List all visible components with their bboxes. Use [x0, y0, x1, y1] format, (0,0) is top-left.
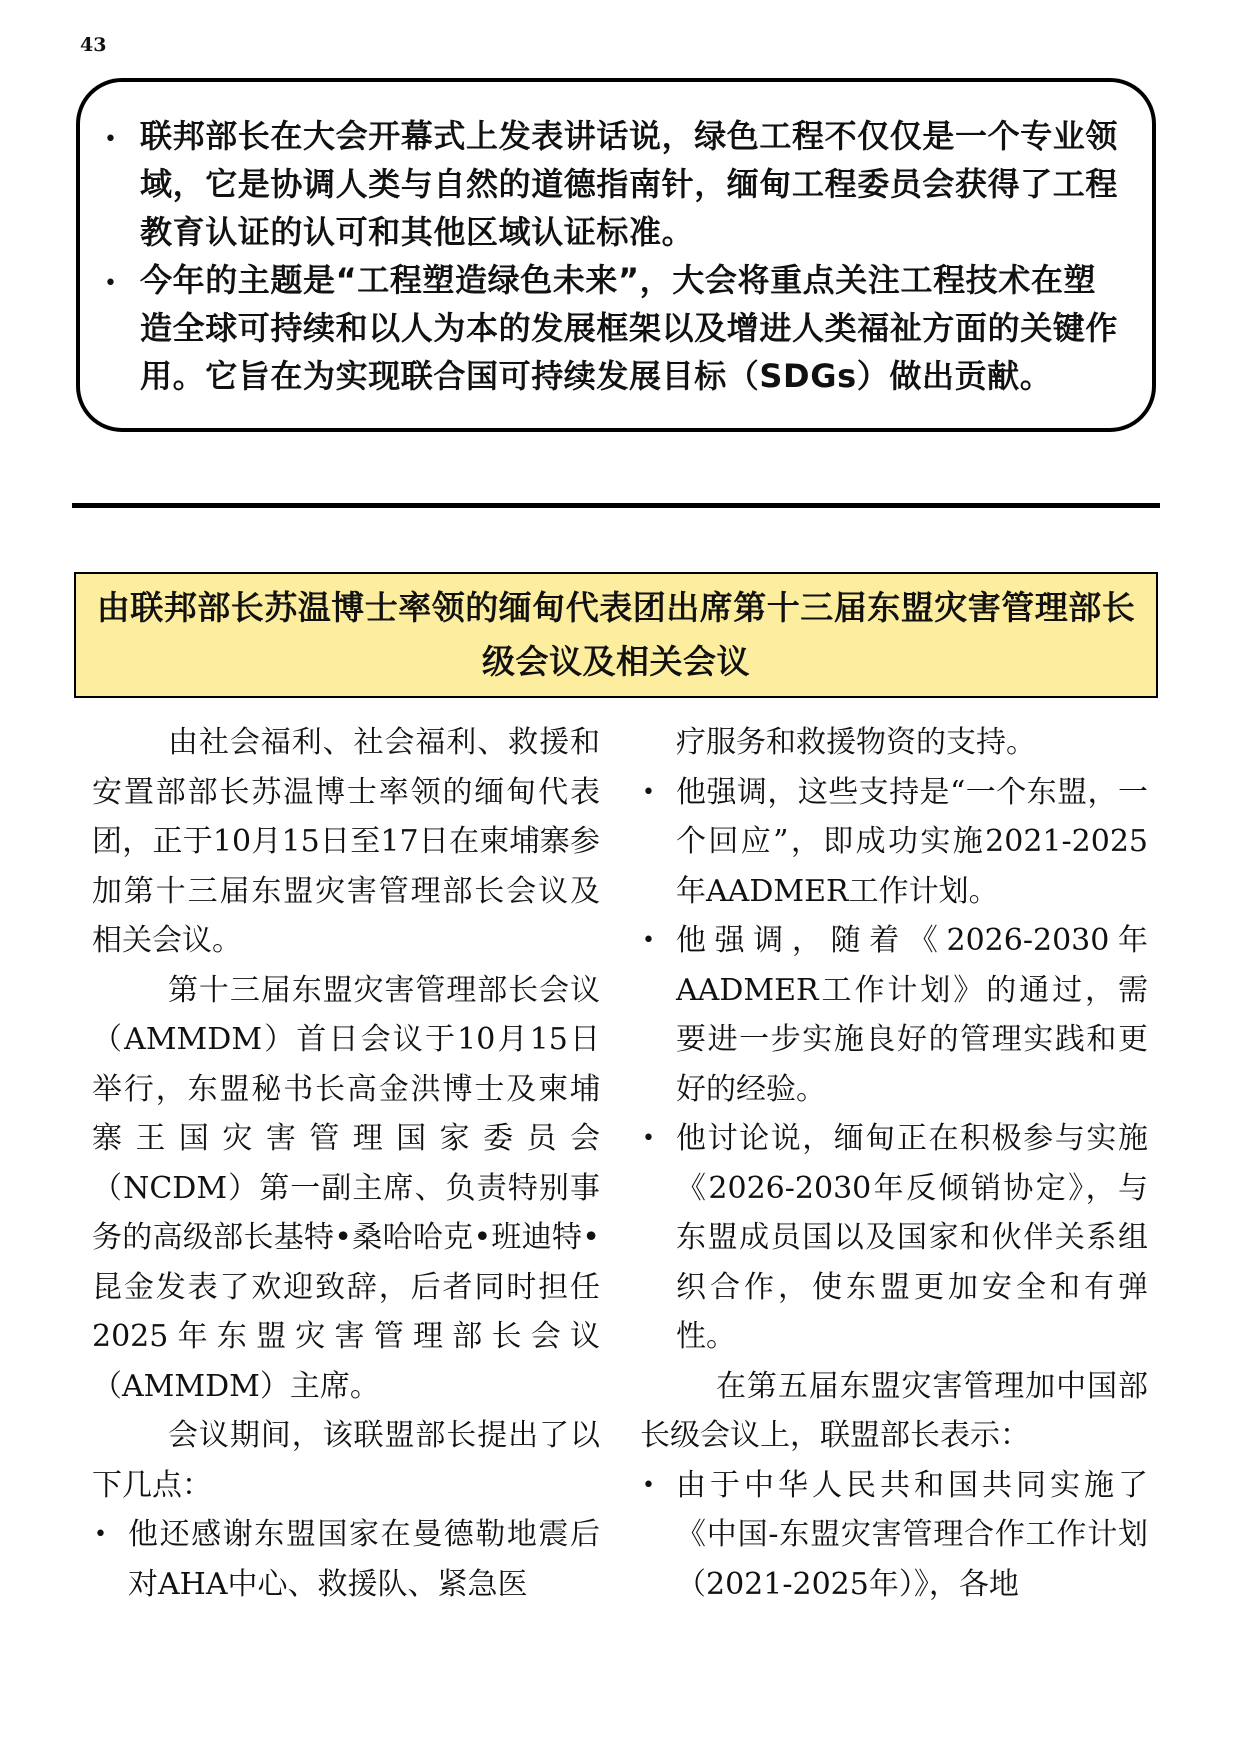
- article-bullet-list: [640, 1461, 1148, 1610]
- summary-bullet: • 联邦部长在大会开幕式上发表讲话说，绿色工程不仅仅是一个专业领域，它是协调人类与自然的道德指南针，缅甸工程委员会获得了工程教育认证的认可和其他区域认证标准。: [102, 112, 1126, 256]
- headline-box: [74, 572, 1158, 698]
- article-headline: 由联邦部长苏温博士率领的缅甸代表团出席第十三届东盟灾害管理部长级会议及相关会议: [96, 588, 1136, 681]
- article-bullet-list: [640, 718, 1148, 1362]
- article-column-right: [640, 718, 1148, 1609]
- summary-bullet: • 今年的主题是“工程塑造绿色未来”，大会将重点关注工程技术在塑造全球可持续和以人为本的发展框架以及增进人类福祉方面的关键作用。它旨在为实现联合国可持续发展目标（SDGs）做出贡献。: [102, 256, 1126, 400]
- summary-box: [76, 78, 1156, 432]
- article-paragraph: 第十三届东盟灾害管理部长会议（AMMDM）首日会议于10月15日举行，东盟秘书长高金洪博士及柬埔寨王国灾害管理国家委员会（NCDM）第一副主席、负责特别事务的高级部长基特•桑哈哈克•班迪特•昆金发表了欢迎致辞，后者同时担任2025年东盟灾害管理部长会议（AMMDM）主席。: [92, 972, 600, 1404]
- article-bullet-continuation: 疗服务和救援物资的支持。: [676, 725, 1036, 760]
- article-paragraph: 会议期间，该联盟部长提出了以下几点：: [92, 1418, 600, 1503]
- article-bullet: • 他强调，这些支持是“一个东盟，一个回应”，即成功实施2021-2025年AADMER工作计划。: [640, 768, 1148, 917]
- summary-bullet-list: [102, 112, 1126, 400]
- article-bullet: • 由于中华人民共和国共同实施了《中国-东盟灾害管理合作工作计划（2021-2025年）》，各地: [640, 1461, 1148, 1610]
- page-number: 43: [80, 34, 107, 56]
- article-bullet-list: [92, 1510, 600, 1609]
- article-paragraph: 在第五届东盟灾害管理加中国部长级会议上，联盟部长表示：: [640, 1368, 1148, 1453]
- article-column-left: [92, 718, 600, 1609]
- section-divider: [72, 503, 1160, 508]
- article-paragraph: 由社会福利、社会福利、救援和安置部部长苏温博士率领的缅甸代表团，正于10月15日至17日在柬埔寨参加第十三届东盟灾害管理部长会议及相关会议。: [92, 725, 600, 958]
- article-bullet: • 他还感谢东盟国家在曼德勒地震后对AHA中心、救援队、紧急医: [92, 1510, 600, 1609]
- article-bullet: • 他讨论说，缅甸正在积极参与实施《2026-2030年反倾销协定》，与东盟成员国以及国家和伙伴关系组织合作，使东盟更加安全和有弹性。: [640, 1114, 1148, 1362]
- article-bullet: • 他强调，随着《2026-2030年AADMER工作计划》的通过，需要进一步实施良好的管理实践和更好的经验。: [640, 916, 1148, 1114]
